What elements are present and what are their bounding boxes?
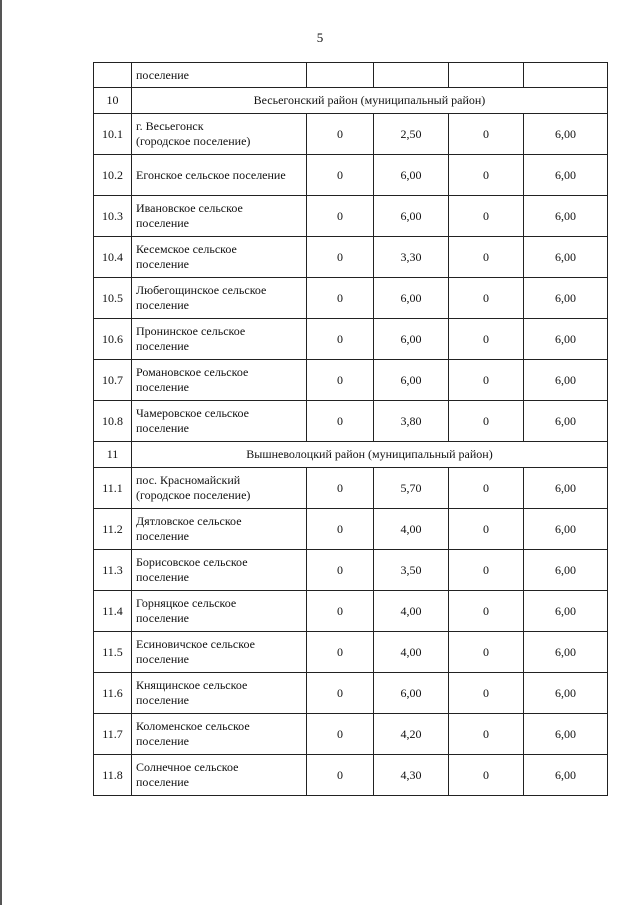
row-number: 11.3 bbox=[94, 550, 132, 591]
value-col-2: 4,00 bbox=[374, 509, 449, 550]
row-name-line: Чамеровское сельское bbox=[136, 406, 249, 420]
value-col-2: 3,80 bbox=[374, 401, 449, 442]
value-col-1: 0 bbox=[307, 196, 374, 237]
row-name-line: Дятловское сельское bbox=[136, 514, 242, 528]
table-row bbox=[94, 468, 608, 509]
value-col-1: 0 bbox=[307, 673, 374, 714]
group-header-row bbox=[94, 88, 608, 114]
cell-v2 bbox=[374, 63, 449, 88]
row-name-line: Пронинское сельское bbox=[136, 324, 246, 338]
row-number: 10.6 bbox=[94, 319, 132, 360]
row-name-line: поселение bbox=[136, 652, 190, 666]
table-row bbox=[94, 509, 608, 550]
row-name-line: поселение bbox=[136, 570, 190, 584]
value-col-2: 6,00 bbox=[374, 278, 449, 319]
value-col-1: 0 bbox=[307, 632, 374, 673]
table-row bbox=[94, 714, 608, 755]
value-col-2: 3,50 bbox=[374, 550, 449, 591]
group-number: 11 bbox=[94, 442, 132, 468]
table-row bbox=[94, 360, 608, 401]
row-name bbox=[132, 401, 307, 442]
value-col-4: 6,00 bbox=[524, 714, 608, 755]
page-left-edge bbox=[0, 0, 2, 905]
row-name-line: Княщинское сельское bbox=[136, 678, 248, 692]
value-col-3: 0 bbox=[449, 278, 524, 319]
row-name-line: поселение bbox=[136, 216, 190, 230]
value-col-4: 6,00 bbox=[524, 591, 608, 632]
value-col-4: 6,00 bbox=[524, 550, 608, 591]
value-col-3: 0 bbox=[449, 591, 524, 632]
row-name-line: поселение bbox=[136, 775, 190, 789]
table-row bbox=[94, 196, 608, 237]
value-col-2: 4,30 bbox=[374, 755, 449, 796]
value-col-3: 0 bbox=[449, 755, 524, 796]
value-col-1: 0 bbox=[307, 509, 374, 550]
value-col-1: 0 bbox=[307, 319, 374, 360]
value-col-4: 6,00 bbox=[524, 278, 608, 319]
value-col-2: 4,00 bbox=[374, 591, 449, 632]
value-col-2: 6,00 bbox=[374, 673, 449, 714]
row-name bbox=[132, 237, 307, 278]
row-number: 10.1 bbox=[94, 114, 132, 155]
table-row bbox=[94, 673, 608, 714]
value-col-4: 6,00 bbox=[524, 360, 608, 401]
row-name-line: Кесемское сельское bbox=[136, 242, 237, 256]
cell-v4 bbox=[524, 63, 608, 88]
value-col-1: 0 bbox=[307, 468, 374, 509]
cell-name: поселение bbox=[132, 63, 307, 88]
group-number: 10 bbox=[94, 88, 132, 114]
value-col-1: 0 bbox=[307, 755, 374, 796]
value-col-3: 0 bbox=[449, 401, 524, 442]
row-name-line: Любегощинское сельское bbox=[136, 283, 267, 297]
value-col-4: 6,00 bbox=[524, 632, 608, 673]
group-title: Весьегонский район (муниципальный район) bbox=[132, 88, 608, 114]
value-col-3: 0 bbox=[449, 319, 524, 360]
value-col-4: 6,00 bbox=[524, 468, 608, 509]
value-col-3: 0 bbox=[449, 360, 524, 401]
value-col-1: 0 bbox=[307, 237, 374, 278]
row-number: 11.8 bbox=[94, 755, 132, 796]
value-col-4: 6,00 bbox=[524, 509, 608, 550]
value-col-1: 0 bbox=[307, 550, 374, 591]
value-col-4: 6,00 bbox=[524, 196, 608, 237]
row-name bbox=[132, 509, 307, 550]
continuation-row bbox=[94, 63, 608, 88]
row-name bbox=[132, 714, 307, 755]
row-name-line: Есиновичское сельское bbox=[136, 637, 255, 651]
table-row bbox=[94, 550, 608, 591]
row-name bbox=[132, 591, 307, 632]
value-col-2: 4,00 bbox=[374, 632, 449, 673]
value-col-1: 0 bbox=[307, 278, 374, 319]
row-name bbox=[132, 360, 307, 401]
value-col-3: 0 bbox=[449, 468, 524, 509]
value-col-3: 0 bbox=[449, 673, 524, 714]
row-name-line: поселение bbox=[136, 693, 190, 707]
row-name-line: поселение bbox=[136, 734, 190, 748]
row-name-line: Егонское сельское поселение bbox=[136, 167, 286, 182]
value-col-1: 0 bbox=[307, 401, 374, 442]
row-number: 10.3 bbox=[94, 196, 132, 237]
value-col-4: 6,00 bbox=[524, 237, 608, 278]
value-col-2: 2,50 bbox=[374, 114, 449, 155]
value-col-2: 6,00 bbox=[374, 319, 449, 360]
row-name-line: Ивановское сельское bbox=[136, 201, 243, 215]
group-title: Вышневолоцкий район (муниципальный район) bbox=[132, 442, 608, 468]
value-col-4: 6,00 bbox=[524, 673, 608, 714]
row-name-line: (городское поселение) bbox=[136, 488, 251, 502]
row-number: 11.7 bbox=[94, 714, 132, 755]
table-row bbox=[94, 114, 608, 155]
row-name-line: (городское поселение) bbox=[136, 134, 251, 148]
value-col-1: 0 bbox=[307, 155, 374, 196]
value-col-2: 6,00 bbox=[374, 155, 449, 196]
row-name bbox=[132, 550, 307, 591]
value-col-2: 3,30 bbox=[374, 237, 449, 278]
table-row bbox=[94, 401, 608, 442]
row-name bbox=[132, 755, 307, 796]
row-name bbox=[132, 319, 307, 360]
value-col-1: 0 bbox=[307, 714, 374, 755]
value-col-2: 6,00 bbox=[374, 360, 449, 401]
row-name-line: г. Весьегонск bbox=[136, 119, 204, 133]
value-col-3: 0 bbox=[449, 714, 524, 755]
table-row bbox=[94, 591, 608, 632]
row-number: 11.4 bbox=[94, 591, 132, 632]
row-name bbox=[132, 673, 307, 714]
row-number: 10.8 bbox=[94, 401, 132, 442]
value-col-3: 0 bbox=[449, 196, 524, 237]
row-name-line: Горняцкое сельское bbox=[136, 596, 237, 610]
value-col-3: 0 bbox=[449, 550, 524, 591]
row-number: 10.5 bbox=[94, 278, 132, 319]
table-row bbox=[94, 237, 608, 278]
table-row bbox=[94, 632, 608, 673]
row-name-line: Коломенское сельское bbox=[136, 719, 250, 733]
value-col-4: 6,00 bbox=[524, 155, 608, 196]
value-col-4: 6,00 bbox=[524, 114, 608, 155]
row-name bbox=[132, 155, 307, 196]
row-name-line: поселение bbox=[136, 529, 190, 543]
row-number: 10.7 bbox=[94, 360, 132, 401]
row-name-line: пос. Красномайский bbox=[136, 473, 241, 487]
cell-number bbox=[94, 63, 132, 88]
table-row bbox=[94, 319, 608, 360]
table-row bbox=[94, 755, 608, 796]
row-name-line: поселение bbox=[136, 339, 190, 353]
value-col-3: 0 bbox=[449, 114, 524, 155]
row-number: 11.2 bbox=[94, 509, 132, 550]
page-number: 5 bbox=[316, 30, 324, 45]
row-name-line: Борисовское сельское bbox=[136, 555, 248, 569]
group-header-row bbox=[94, 442, 608, 468]
value-col-1: 0 bbox=[307, 591, 374, 632]
value-col-1: 0 bbox=[307, 360, 374, 401]
row-number: 10.2 bbox=[94, 155, 132, 196]
row-name-line: поселение bbox=[136, 421, 190, 435]
table-row bbox=[94, 155, 608, 196]
value-col-3: 0 bbox=[449, 632, 524, 673]
value-col-4: 6,00 bbox=[524, 755, 608, 796]
value-col-3: 0 bbox=[449, 237, 524, 278]
cell-v3 bbox=[449, 63, 524, 88]
row-name bbox=[132, 196, 307, 237]
row-name-line: поселение bbox=[136, 611, 190, 625]
table-row bbox=[94, 278, 608, 319]
row-name-line: Романовское сельское bbox=[136, 365, 249, 379]
value-col-4: 6,00 bbox=[524, 401, 608, 442]
row-number: 11.5 bbox=[94, 632, 132, 673]
row-name-line: Солнечное сельское bbox=[136, 760, 239, 774]
row-number: 10.4 bbox=[94, 237, 132, 278]
row-name bbox=[132, 468, 307, 509]
row-number: 11.1 bbox=[94, 468, 132, 509]
value-col-1: 0 bbox=[307, 114, 374, 155]
data-table bbox=[93, 62, 608, 796]
table-body bbox=[94, 63, 608, 796]
cell-v1 bbox=[307, 63, 374, 88]
value-col-3: 0 bbox=[449, 509, 524, 550]
row-number: 11.6 bbox=[94, 673, 132, 714]
row-name-line: поселение bbox=[136, 298, 190, 312]
row-name bbox=[132, 632, 307, 673]
row-name-line: поселение bbox=[136, 380, 190, 394]
value-col-2: 5,70 bbox=[374, 468, 449, 509]
row-name bbox=[132, 114, 307, 155]
value-col-4: 6,00 bbox=[524, 319, 608, 360]
value-col-2: 6,00 bbox=[374, 196, 449, 237]
value-col-2: 4,20 bbox=[374, 714, 449, 755]
row-name bbox=[132, 278, 307, 319]
row-name-line: поселение bbox=[136, 257, 190, 271]
value-col-3: 0 bbox=[449, 155, 524, 196]
